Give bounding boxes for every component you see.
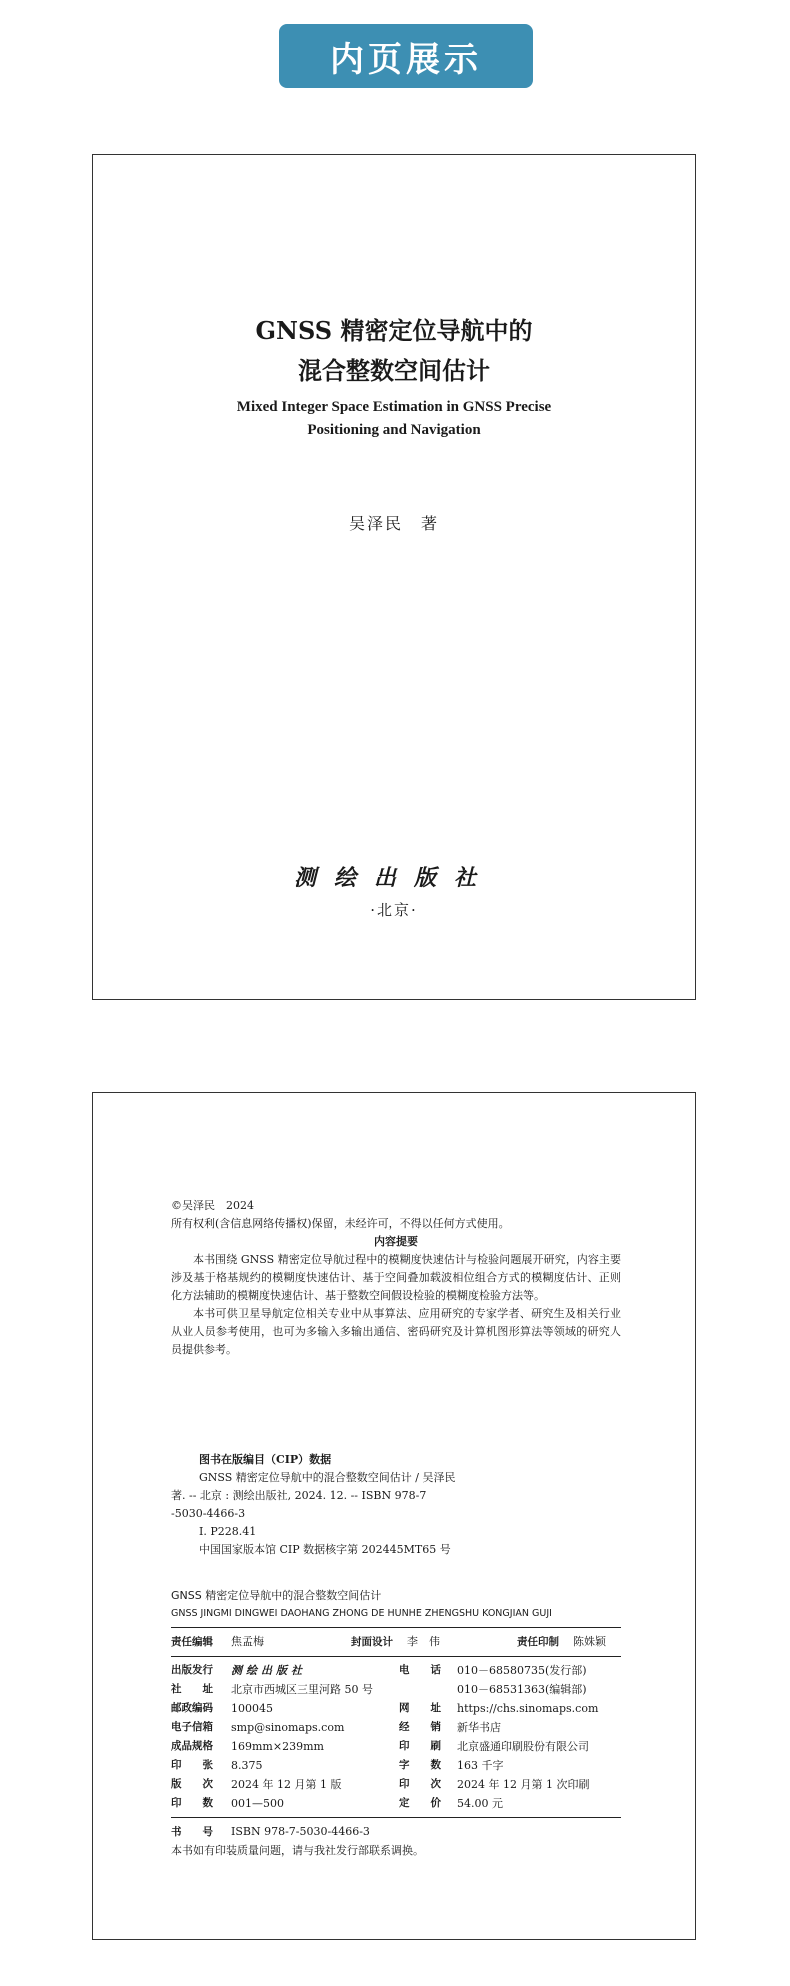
cip-line-5: 中国国家版本馆 CIP 数据核字第 202445MT65 号	[199, 1543, 451, 1556]
cip-line-2: 著. -- 北京 : 测绘出版社, 2024. 12. -- ISBN 978-7	[171, 1489, 427, 1502]
imprint-block	[171, 1587, 621, 1860]
imprint-value: 北京市西城区三里河路 50 号	[231, 1683, 373, 1696]
imprint-value: 新华书店	[457, 1721, 501, 1734]
cip-block	[171, 1451, 621, 1559]
section-banner: 内页展示	[279, 24, 533, 88]
imprint-label: 字 数	[399, 1759, 441, 1771]
divider	[171, 1627, 621, 1628]
imprint-value: 2024 年 12 月第 1 版	[231, 1778, 342, 1791]
cover-designer: 李 伟	[407, 1635, 440, 1648]
print-label: 责任印制	[517, 1636, 559, 1648]
imprint-value: 北京盛通印刷股份有限公司	[457, 1740, 589, 1753]
divider	[171, 1656, 621, 1657]
imprint-value: 100045	[231, 1702, 273, 1715]
quality-notice: 本书如有印装质量问题，请与我社发行部联系调换。	[171, 1844, 424, 1857]
summary-paragraph-2: 本书可供卫星导航定位相关专业中从事算法、应用研究的专家学者、研究生及相关行业从业人员参考使用，也可为多输入多输出通信、密码研究及计算机图形算法等领域的研究人员提供参考。	[171, 1307, 621, 1356]
imprint-label: 电子信箱	[171, 1721, 213, 1733]
copyright-line: ©吴泽民 2024	[171, 1199, 254, 1212]
isbn-label: 书 号	[171, 1826, 213, 1838]
imprint-label: 版 次	[171, 1778, 213, 1790]
imprint-label: 印 张	[171, 1759, 213, 1771]
title-page	[92, 154, 696, 1000]
imprint-value: smp@sinomaps.com	[231, 1721, 345, 1734]
editor-row	[171, 1632, 621, 1652]
title-cn-line2: 混合整数空间估计	[298, 356, 490, 385]
imprint-label: 社 址	[171, 1683, 213, 1695]
imprint-label: 成品规格	[171, 1740, 213, 1752]
publisher-city: ·北京·	[370, 901, 418, 919]
editor-label: 责任编辑	[171, 1636, 213, 1648]
isbn-value: ISBN 978-7-5030-4466-3	[231, 1825, 370, 1838]
imprint-value: 001—500	[231, 1797, 284, 1810]
title-cn-line1: GNSS 精密定位导航中的	[255, 316, 533, 345]
imprint-label: 邮政编码	[171, 1702, 213, 1714]
imprint-label: 印 数	[171, 1797, 213, 1809]
cip-line-4: Ⅰ. P228.41	[199, 1525, 257, 1538]
imprint-label: 印 次	[399, 1778, 441, 1790]
imprint-value: 163 千字	[457, 1759, 504, 1772]
imprint-label: 定 价	[399, 1797, 441, 1809]
imprint-grid	[171, 1661, 621, 1813]
editor-name: 焦孟梅	[231, 1635, 264, 1648]
imprint-value: 54.00 元	[457, 1797, 503, 1810]
imprint-value: 8.375	[231, 1759, 263, 1772]
imprint-value: 010－68580735(发行部)	[457, 1664, 587, 1677]
rights-line: 所有权利(含信息网络传播权)保留，未经许可，不得以任何方式使用。	[171, 1217, 510, 1230]
cip-heading: 图书在版编目（CIP）数据	[199, 1453, 332, 1466]
copyright-page	[92, 1092, 696, 1940]
divider	[171, 1817, 621, 1818]
print-supervisor: 陈姝颖	[573, 1635, 606, 1648]
imprint-value: https://chs.sinomaps.com	[457, 1702, 599, 1715]
imprint-value: 测绘出版社	[231, 1664, 306, 1677]
cip-line-1: GNSS 精密定位导航中的混合整数空间估计 / 吴泽民	[199, 1471, 456, 1484]
imprint-label: 电 话	[399, 1664, 441, 1676]
copyright-block	[171, 1197, 621, 1359]
imprint-value: 2024 年 12 月第 1 次印刷	[457, 1778, 590, 1791]
book-title-cn: GNSS 精密定位导航中的混合整数空间估计	[171, 1589, 382, 1602]
imprint-label: 出版发行	[171, 1664, 213, 1676]
imprint-label: 网 址	[399, 1702, 441, 1714]
cover-label: 封面设计	[351, 1636, 393, 1648]
imprint-label: 印 刷	[399, 1740, 441, 1752]
imprint-value: 169mm×239mm	[231, 1740, 324, 1753]
title-en-line2: Positioning and Navigation	[307, 422, 481, 438]
summary-heading: 内容提要	[374, 1235, 418, 1248]
title-en-line1: Mixed Integer Space Estimation in GNSS Precise	[236, 399, 552, 415]
publisher-logo: 测绘出版社	[293, 865, 494, 891]
imprint-label: 经 销	[399, 1721, 441, 1733]
author-line: 吴泽民 著	[348, 514, 439, 533]
imprint-value: 010－68531363(编辑部)	[457, 1683, 587, 1696]
cip-line-3: -5030-4466-3	[171, 1507, 246, 1520]
isbn-row	[171, 1822, 621, 1842]
book-title-pinyin: GNSS JINGMI DINGWEI DAOHANG ZHONG DE HUNHE ZHENGSHU KONGJIAN GUJI	[171, 1608, 552, 1619]
summary-paragraph-1: 本书围绕 GNSS 精密定位导航过程中的模糊度快速估计与检验问题展开研究，内容主要涉及基于格基规约的模糊度快速估计、基于空间叠加载波相位组合方式的模糊度估计、正则化方法辅助的模糊度快速估计、基于整数空间假设检验的模糊度检验方法等。	[171, 1253, 621, 1302]
imprint-label	[399, 1680, 457, 1699]
